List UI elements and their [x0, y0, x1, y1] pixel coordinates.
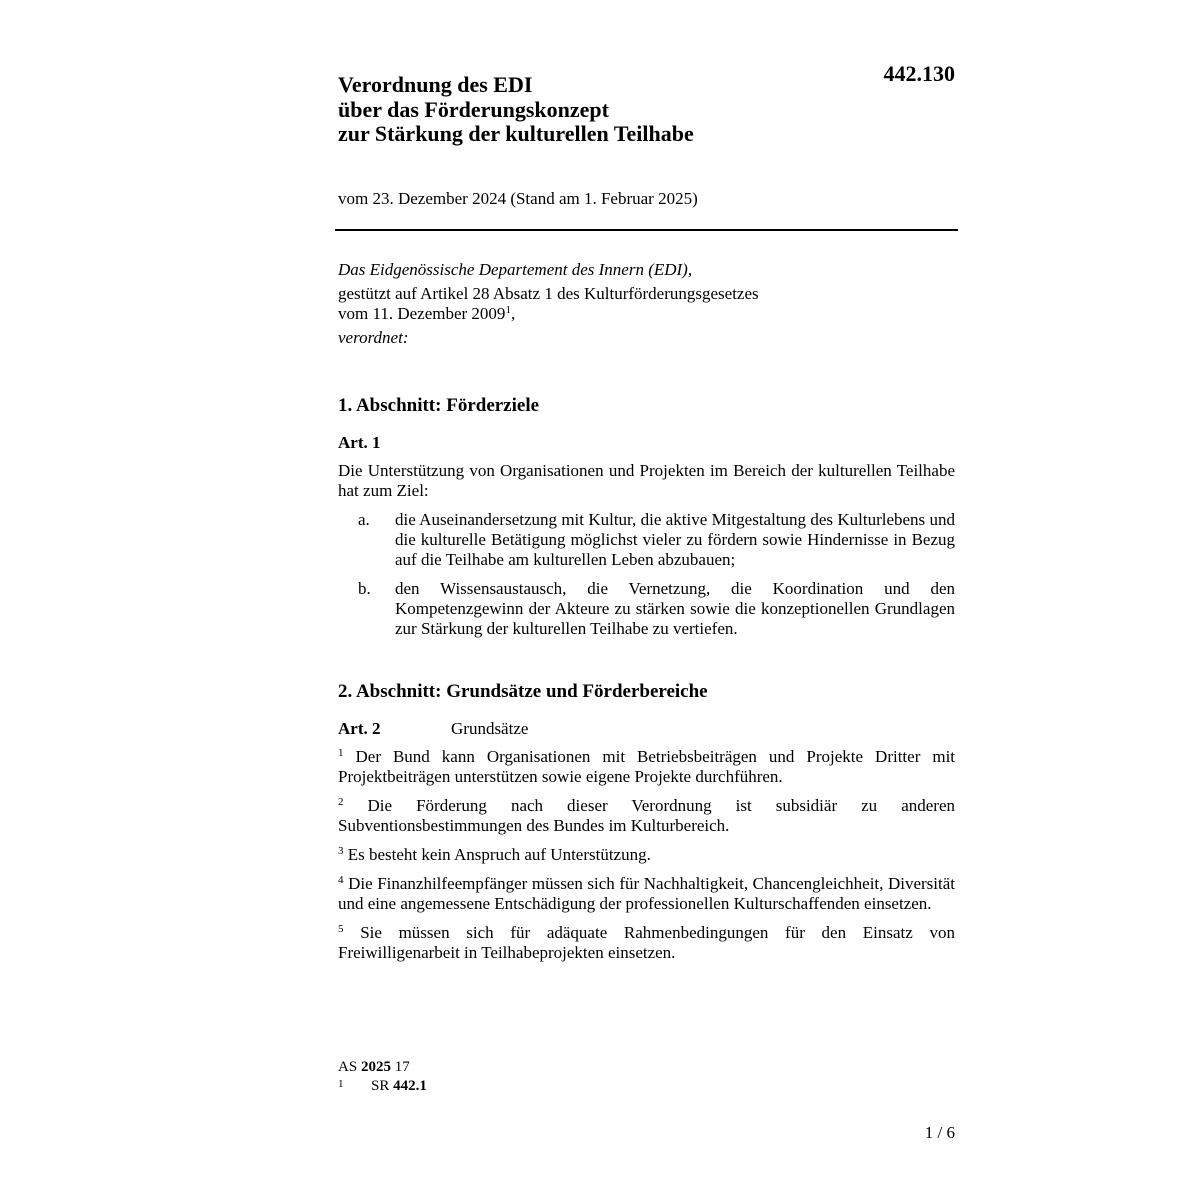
ordinance-title: [338, 73, 898, 147]
title-line: über das Förderungskonzept: [338, 96, 609, 122]
list-item-letter: b.: [358, 579, 371, 598]
footnote-number: 1: [338, 1078, 344, 1090]
as-year: 2025: [360, 1059, 391, 1075]
paragraph-number: 3: [338, 845, 344, 857]
list-item-text: den Wissensaustausch, die Vernetzung, die Koordination und den Kompetenzgewinn der Akteure zu stärken sowie die konzeptionellen Grundlagen zur Stärkung der kulturellen Teilhabe zu vertiefen.: [395, 579, 955, 638]
article-paragraph: [338, 747, 955, 787]
list-item-letter: a.: [358, 510, 370, 529]
paragraph-number: 2: [338, 796, 344, 808]
article-1-intro: Die Unterstützung von Organisationen und Projekten im Bereich der kulturellen Teilhabe hat zum Ziel:: [338, 461, 955, 500]
footnote: [338, 1077, 427, 1096]
article-paragraph: [338, 796, 955, 836]
paragraph-text: Die Förderung nach dieser Verordnung ist subsidiär zu anderen Subventionsbestimmungen des Bundes im Kulturbereich.: [338, 796, 956, 835]
article-1-list: [338, 510, 955, 639]
paragraph-number: 4: [338, 874, 344, 886]
article-1-label: Art. 1: [338, 433, 381, 452]
preamble: [338, 260, 958, 348]
footnote-reference[interactable]: 1: [505, 304, 511, 316]
preamble-basis-line: gestützt auf Artikel 28 Absatz 1 des Kulturförderungsgesetzes: [338, 284, 759, 303]
date-line: vom 23. Dezember 2024 (Stand am 1. Februar 2025): [338, 189, 698, 208]
footer: [338, 1058, 427, 1096]
article-2-heading: [338, 719, 529, 739]
footnote-prefix: SR: [371, 1078, 390, 1094]
footnote-text: [371, 1077, 427, 1096]
list-item: [338, 579, 955, 639]
horizontal-rule: [335, 229, 958, 231]
article-2-label: Art. 2: [338, 719, 381, 738]
paragraph-text: Es besteht kein Anspruch auf Unterstützung.: [347, 845, 651, 864]
preamble-decrees: verordnet:: [338, 328, 409, 347]
preamble-basis-end: ,: [510, 304, 516, 323]
paragraph-number: 1: [338, 747, 344, 759]
list-item: [338, 510, 955, 570]
paragraph-text: Der Bund kann Organisationen mit Betriebsbeiträgen und Projekte Dritter mit Projektbeiträgen unterstützen sowie eigene Projekte durchführen.: [338, 747, 956, 786]
official-compilation-ref: [338, 1058, 410, 1077]
paragraph-number: 5: [338, 923, 344, 935]
title-line: zur Stärkung der kulturellen Teilhabe: [338, 121, 694, 146]
preamble-basis-line: [338, 304, 958, 324]
section-2-heading: 2. Abschnitt: Grundsätze und Förderbereiche: [338, 681, 708, 702]
paragraph-text: Die Finanzhilfeempfänger müssen sich für Nachhaltigkeit, Chancengleichheit, Diversität und eine angemessene Entschädigung der professionellen Kulturschaffenden einsetzen.: [338, 874, 955, 913]
as-page: 17: [394, 1059, 410, 1075]
article-paragraph: [338, 923, 955, 963]
section-1-heading: 1. Abschnitt: Förderziele: [338, 395, 540, 416]
paragraph-text: Sie müssen sich für adäquate Rahmenbedingungen für den Einsatz von Freiwilligenarbeit in Teilhabeprojekten einsetzen.: [338, 923, 955, 962]
title-line: Verordnung des EDI: [338, 72, 533, 97]
footnote-sr-link[interactable]: 442.1: [393, 1078, 427, 1094]
list-item-text: die Auseinandersetzung mit Kultur, die aktive Mitgestaltung des Kulturlebens und die kulturelle Betätigung möglichst vieler zu fördern sowie Hindernisse in Bezug auf die Teilhabe am kulturellen Leben abzubauen;: [395, 510, 955, 569]
preamble-authority: Das Eidgenössische Departement des Innern (EDI),: [338, 260, 693, 279]
sr-number: 442.130: [883, 61, 955, 86]
preamble-basis-date: vom 11. Dezember 2009: [338, 304, 506, 323]
article-paragraph: [338, 874, 955, 914]
article-2-paragraphs: [338, 747, 955, 963]
page-number: 1 / 6: [924, 1123, 955, 1142]
article-paragraph: [338, 845, 955, 865]
as-prefix: AS: [338, 1059, 358, 1075]
article-2-title: Grundsätze: [451, 719, 529, 738]
